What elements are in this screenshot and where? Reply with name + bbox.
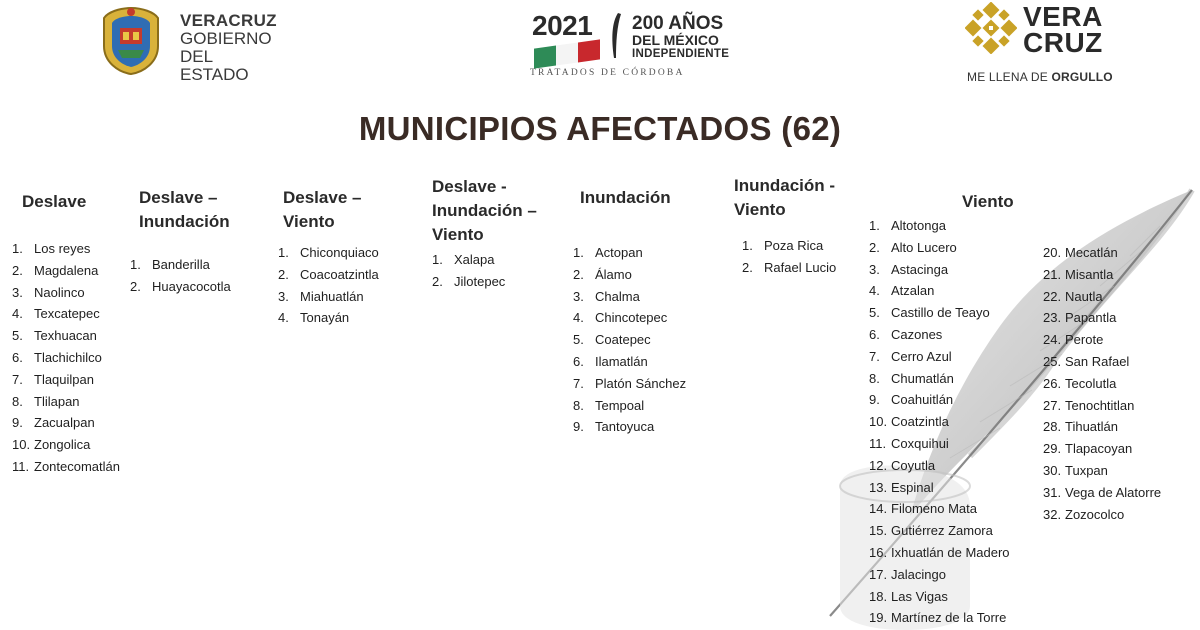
municipality-name: Tlaquilpan [34,371,94,387]
municipality-name: Jilotepec [454,273,506,289]
item-number: 2. [742,259,753,275]
item-number: 7. [12,371,23,387]
municipality-name: Naolinco [34,284,85,300]
municipality-item [12,238,120,260]
municipality-name: Coxquihui [891,435,949,451]
page-title: MUNICIPIOS AFECTADOS (62) [358,110,842,147]
item-number: 1. [278,245,289,260]
municipality-name: Astacinga [891,261,949,277]
municipality-name: Tihuatlán [1065,419,1118,435]
municipality-name: Tantoyuca [595,419,655,435]
municipality-name: Mecatlán [1065,245,1118,260]
municipality-name: Tlachichilco [34,349,102,365]
municipality-item [1043,264,1161,286]
item-number: 31. [1043,484,1062,500]
item-number: 10. [12,437,31,453]
municipality-item [12,391,120,413]
item-number: 14. [869,501,888,517]
item-number: 2. [573,266,584,282]
municipality-item [432,249,505,271]
municipality-item [12,347,120,369]
municipality-item [869,280,1010,302]
municipality-name: Poza Rica [764,238,824,253]
municipality-item [12,303,120,325]
item-number: 3. [573,288,584,304]
municipality-item [130,254,231,276]
item-number: 16. [869,544,888,560]
category-list-deslave-inundacion [130,254,231,298]
municipality-item [869,520,1010,542]
municipality-item [573,373,686,395]
municipality-name: Martínez de la Torre [891,610,1007,626]
municipality-name: Coatepec [595,332,651,348]
municipality-name: Cazones [891,326,943,342]
municipality-item [130,276,231,298]
item-number: 9. [573,419,584,435]
municipality-name: Texcatepec [34,306,100,322]
item-number: 2. [869,239,880,255]
item-number: 2. [278,266,289,282]
item-number: 6. [573,353,584,369]
municipality-item [432,271,505,293]
item-number: 10. [869,414,888,430]
municipality-name: Cerro Azul [891,348,952,364]
municipality-item [1043,504,1161,526]
item-number: 1. [573,245,584,260]
bicentennial-logo [528,6,738,78]
municipality-item [573,242,686,264]
municipality-name: Castillo de Teayo [891,305,990,321]
municipality-item [869,564,1010,586]
item-number: 4. [12,306,23,322]
municipality-item [869,259,1010,281]
item-number: 19. [869,610,888,626]
logo-mexico-text: DEL MÉXICO [632,32,719,48]
municipality-item [869,542,1010,564]
municipality-name: San Rafael [1065,353,1130,369]
item-number: 27. [1043,397,1062,413]
municipality-name: Jalacingo [891,566,946,582]
municipality-item [12,412,120,434]
municipality-name: Texhuacan [34,328,97,344]
quill-icon [608,12,622,62]
category-list-inundacion [573,242,686,438]
municipality-item [1043,373,1161,395]
municipality-name: Rafael Lucio [764,259,837,275]
municipality-name: Atzalan [891,283,935,299]
municipality-item [742,235,836,257]
municipality-name: Actopan [595,245,643,260]
item-number: 3. [278,288,289,304]
municipality-item [869,586,1010,608]
veracruz-brand-logo [965,2,1115,88]
item-number: 13. [869,479,888,495]
municipality-item [869,237,1010,259]
municipality-name: Ilamatlán [595,353,648,369]
item-number: 30. [1043,462,1062,478]
government-label: GOBIERNO [180,29,272,48]
item-number: 9. [869,392,880,408]
item-number: 2. [432,273,443,289]
municipality-item [278,307,379,329]
item-number: 11. [12,458,30,474]
item-number: 7. [869,348,880,364]
municipality-name: Tlilapan [34,393,80,409]
category-heading-inundacion-viento: Inundación - Viento [734,176,836,219]
item-number: 1. [432,252,443,267]
item-number: 26. [1043,375,1062,391]
item-number: 5. [869,305,880,321]
item-number: 29. [1043,441,1062,457]
mexican-flag-icon [534,39,600,68]
category-list-inundacion-viento [742,235,836,279]
municipality-name: Tuxpan [1065,462,1108,478]
municipality-item [573,351,686,373]
state-name: VERACRUZ [180,11,277,30]
item-number: 3. [12,284,23,300]
item-number: 20. [1043,245,1062,260]
item-number: 1. [869,218,880,233]
item-number: 1. [130,257,141,272]
item-number: 8. [12,393,23,409]
municipality-name: Tenochtitlan [1065,397,1135,413]
municipality-name: Zacualpan [34,415,95,431]
municipality-name: Alto Lucero [891,239,957,255]
municipality-item [1043,329,1161,351]
municipality-item [869,477,1010,499]
municipality-name: Chincotepec [595,310,668,326]
municipality-name: Los reyes [34,241,91,256]
category-list-viento-part1 [869,215,1010,629]
municipality-item [12,325,120,347]
item-number: 15. [869,523,888,539]
municipality-name: Zongolica [34,437,91,453]
municipality-item [1043,438,1161,460]
municipality-name: Álamo [595,266,632,282]
municipality-item [869,411,1010,433]
item-number: 4. [573,310,584,326]
municipality-item [278,264,379,286]
item-number: 24. [1043,332,1062,348]
municipality-name: Chumatlán [891,370,954,386]
municipality-name: Las Vigas [891,588,948,604]
municipality-name: Chalma [595,288,640,304]
municipality-name: Banderilla [152,257,210,272]
municipality-item [869,498,1010,520]
municipality-name: Coahuitlán [891,392,954,408]
municipality-name: Papantla [1065,310,1117,326]
logo-independence-text: INDEPENDIENTE [632,48,730,60]
item-number: 11. [869,435,887,451]
municipality-item [573,286,686,308]
municipality-name: Coatzintla [891,414,949,430]
item-number: 1. [742,238,753,253]
item-number: 22. [1043,288,1062,304]
brand-word-vera: VERA [1023,1,1103,32]
municipality-item [12,260,120,282]
state-label: DEL ESTADO [180,47,249,84]
municipality-item [1043,351,1161,373]
category-list-viento-part2 [1043,242,1161,525]
municipality-name: Misantla [1065,266,1114,282]
item-number: 4. [869,283,880,299]
municipality-name: Miahuatlán [300,288,364,304]
municipality-name: Platón Sánchez [595,375,687,391]
municipality-item [869,455,1010,477]
item-number: 8. [573,397,584,413]
municipality-name: Zontecomatlán [34,458,120,474]
category-heading-deslave-viento: Deslave – Viento [283,188,362,231]
item-number: 4. [278,310,289,326]
item-number: 2. [12,262,23,278]
item-number: 23. [1043,310,1062,326]
item-number: 32. [1043,506,1062,522]
brand-tagline-bold: ORGULLO [1051,70,1113,84]
municipality-item [1043,307,1161,329]
category-list-deslave [12,238,120,478]
brand-pattern-icon [965,2,1017,54]
municipality-name: Magdalena [34,262,99,278]
item-number: 28. [1043,419,1062,435]
category-heading-inundacion: Inundación [580,188,671,207]
municipality-item [1043,242,1161,264]
municipality-item [869,215,1010,237]
municipality-item [573,416,686,438]
logo-year: 2021 [532,10,593,41]
municipality-name: Xalapa [454,252,495,267]
municipality-name: Nautla [1065,288,1103,304]
item-number: 7. [573,375,584,391]
category-list-deslave-viento [278,242,379,329]
municipality-item [869,346,1010,368]
municipality-name: Tlapacoyan [1065,441,1133,457]
item-number: 21. [1043,266,1062,282]
brand-tagline-regular: ME LLENA DE [967,70,1052,84]
municipality-name: Huayacocotla [152,278,231,294]
item-number: 6. [12,349,23,365]
item-number: 6. [869,326,880,342]
municipality-name: Ixhuatlán de Madero [891,544,1010,560]
municipality-name: Perote [1065,332,1104,348]
item-number: 9. [12,415,23,431]
municipality-name: Zozocolco [1065,506,1125,522]
municipality-name: Altotonga [891,218,946,233]
municipality-item [573,395,686,417]
municipality-name: Chiconquiaco [300,245,379,260]
item-number: 1. [12,241,23,256]
coat-of-arms-icon [100,6,162,76]
logo-years-text: 200 AÑOS [632,13,724,34]
municipality-name: Coacoatzintla [300,266,379,282]
item-number: 18. [869,588,888,604]
item-number: 5. [12,328,23,344]
municipality-item [869,368,1010,390]
municipality-item [869,389,1010,411]
municipality-item [869,607,1010,629]
municipality-item [12,434,120,456]
municipality-item [1043,482,1161,504]
municipality-item [742,257,836,279]
item-number: 3. [869,261,880,277]
category-heading-viento: Viento [962,192,1014,211]
municipality-name: Tonayán [300,310,350,326]
municipality-name: Tempoal [595,397,645,413]
municipality-name: Tecolutla [1065,375,1117,391]
municipality-name: Filomeno Mata [891,501,977,517]
municipality-item [573,264,686,286]
category-heading-deslave-inundacion: Deslave – Inundación [139,188,230,231]
municipality-item [1043,416,1161,438]
item-number: 17. [869,566,888,582]
municipality-item [12,282,120,304]
municipality-name: Coyutla [891,457,936,473]
municipality-name: Gutiérrez Zamora [891,523,993,539]
brand-tagline [967,70,1113,84]
municipality-item [869,302,1010,324]
brand-word-cruz: CRUZ [1023,27,1103,58]
category-heading-deslave: Deslave [22,192,87,211]
municipality-item [12,369,120,391]
item-number: 25. [1043,353,1062,369]
municipality-item [1043,286,1161,308]
municipality-item [573,307,686,329]
category-list-deslave-inundacion-viento [432,249,505,293]
municipality-name: Espinal [891,479,934,495]
item-number: 8. [869,370,880,386]
municipality-item [12,456,120,478]
municipality-item [1043,395,1161,417]
municipality-item [573,329,686,351]
municipality-item [278,286,379,308]
municipality-item [278,242,379,264]
category-heading-deslave-inundacion-viento: Deslave - Inundación – Viento [432,177,537,244]
logo-treaty-text: TRATADOS DE CÓRDOBA [530,68,685,78]
municipality-item [1043,460,1161,482]
municipality-item [869,433,1010,455]
municipality-item [869,324,1010,346]
municipality-name: Vega de Alatorre [1065,484,1162,500]
item-number: 2. [130,278,141,294]
item-number: 12. [869,457,888,473]
item-number: 5. [573,332,584,348]
